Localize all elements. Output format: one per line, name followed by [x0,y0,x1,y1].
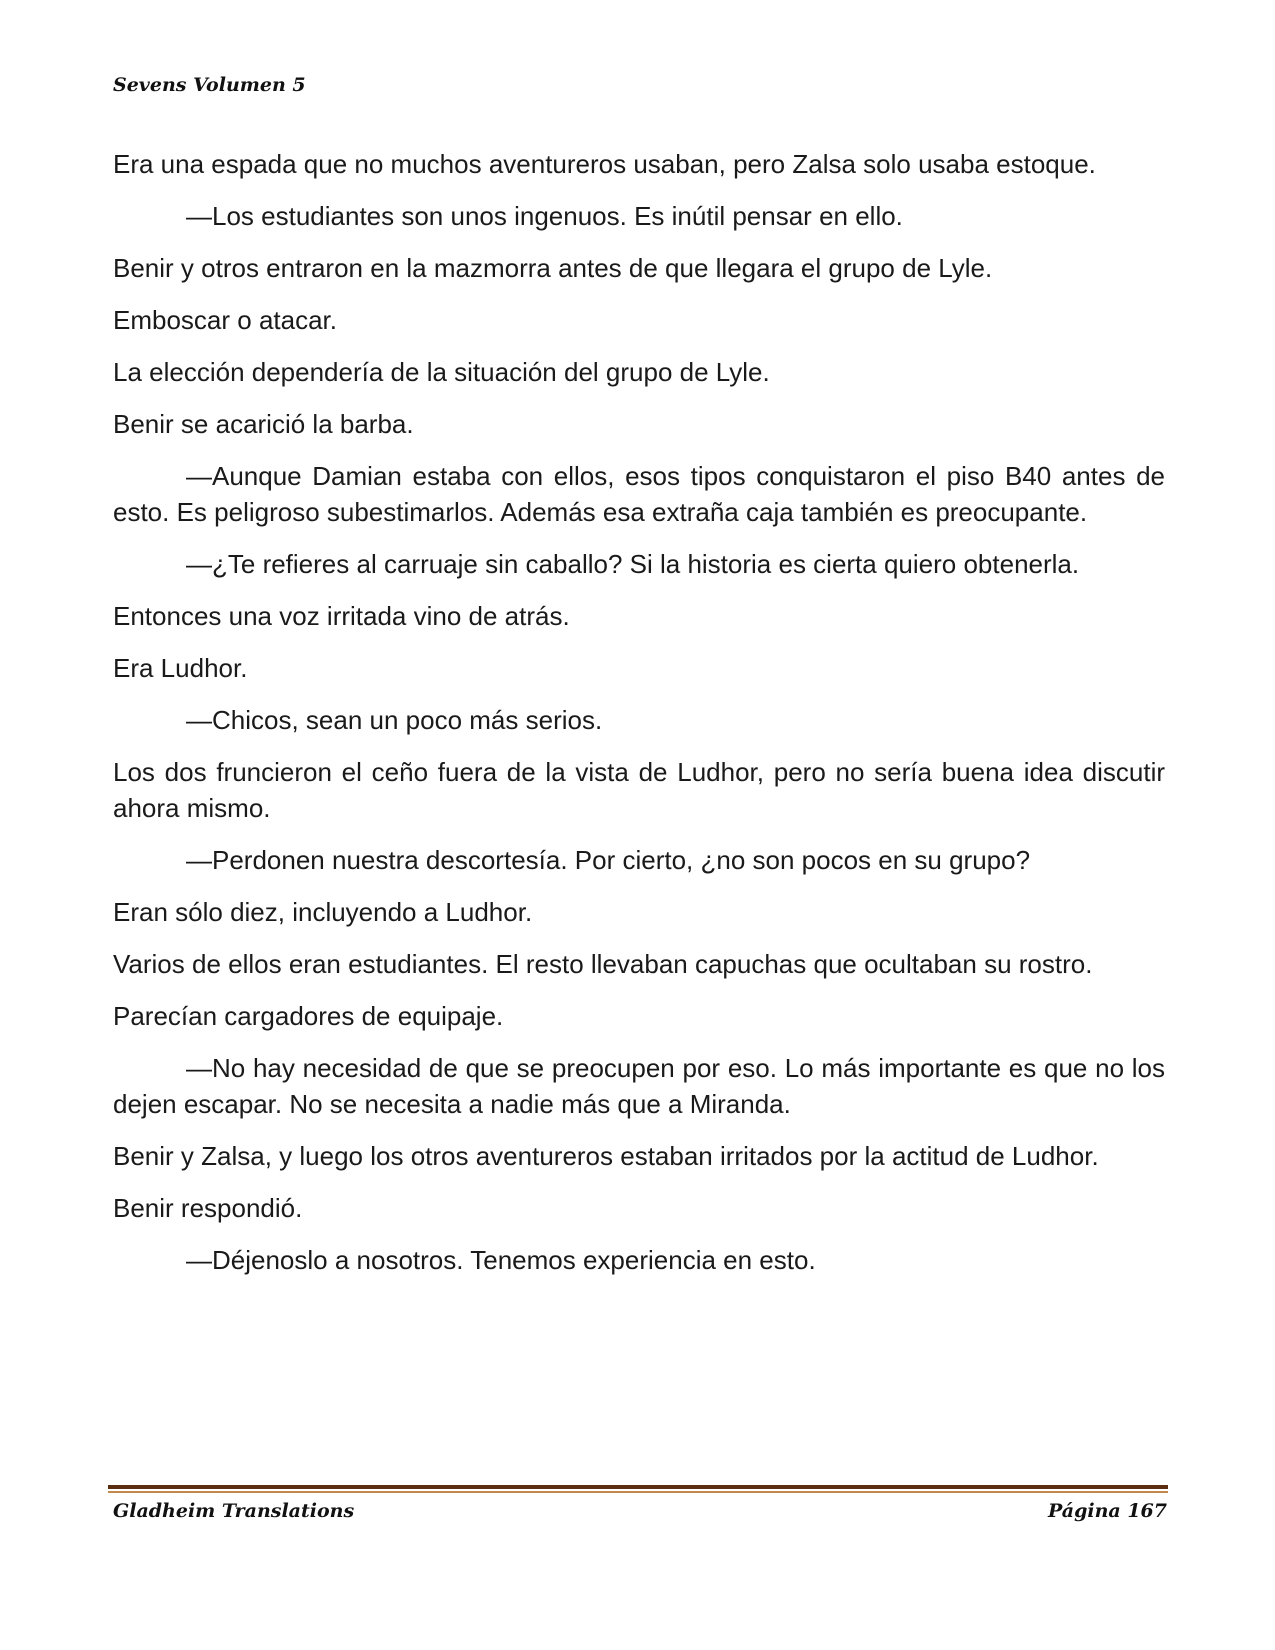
dialogue-paragraph: —No hay necesidad de que se preocupen por eso. Lo más importante es que no los dejen escapar. No se necesita a nadie más que a Miranda. [113,1053,1165,1119]
narration-paragraph: Benir y otros entraron en la mazmorra antes de que llegara el grupo de Lyle. [113,253,993,283]
narration-paragraph: Emboscar o atacar. [113,305,337,335]
narration-paragraph: Benir y Zalsa, y luego los otros aventureros estaban irritados por la actitud de Ludhor. [113,1141,1099,1171]
dialogue-paragraph: —Chicos, sean un poco más serios. [186,705,603,735]
narration-paragraph: Benir se acarició la barba. [113,409,414,439]
dialogue-paragraph: —Los estudiantes son unos ingenuos. Es inútil pensar en ello. [186,201,903,231]
body-text [113,146,1165,1294]
narration-paragraph: Parecían cargadores de equipaje. [113,1001,504,1031]
footer-credit: Gladheim Translations [113,1500,355,1522]
footer-divider-accent [108,1491,1168,1493]
narration-paragraph: Los dos fruncieron el ceño fuera de la vista de Ludhor, pero no sería buena idea discutir ahora mismo. [113,757,1165,823]
narration-paragraph: Varios de ellos eran estudiantes. El resto llevaban capuchas que ocultaban su rostro. [113,949,1093,979]
narration-paragraph: Entonces una voz irritada vino de atrás. [113,601,570,631]
narration-paragraph: Era Ludhor. [113,653,248,683]
dialogue-paragraph: —Aunque Damian estaba con ellos, esos tipos conquistaron el piso B40 antes de esto. Es peligroso subestimarlos. Además esa extraña caja también es preocupante. [113,461,1165,527]
dialogue-paragraph: —¿Te refieres al carruaje sin caballo? Si la historia es cierta quiero obtenerla. [186,549,1080,579]
dialogue-paragraph: —Perdonen nuestra descortesía. Por cierto, ¿no son pocos en su grupo? [186,845,1031,875]
page-header-title: Sevens Volumen 5 [113,74,306,96]
narration-paragraph: La elección dependería de la situación del grupo de Lyle. [113,357,770,387]
footer-page-number: Página 167 [1048,1500,1167,1522]
narration-paragraph: Benir respondió. [113,1193,303,1223]
dialogue-paragraph: —Déjenoslo a nosotros. Tenemos experiencia en esto. [186,1245,816,1275]
narration-paragraph: Eran sólo diez, incluyendo a Ludhor. [113,897,533,927]
footer-divider [108,1485,1168,1489]
narration-paragraph: Era una espada que no muchos aventureros usaban, pero Zalsa solo usaba estoque. [113,149,1096,179]
